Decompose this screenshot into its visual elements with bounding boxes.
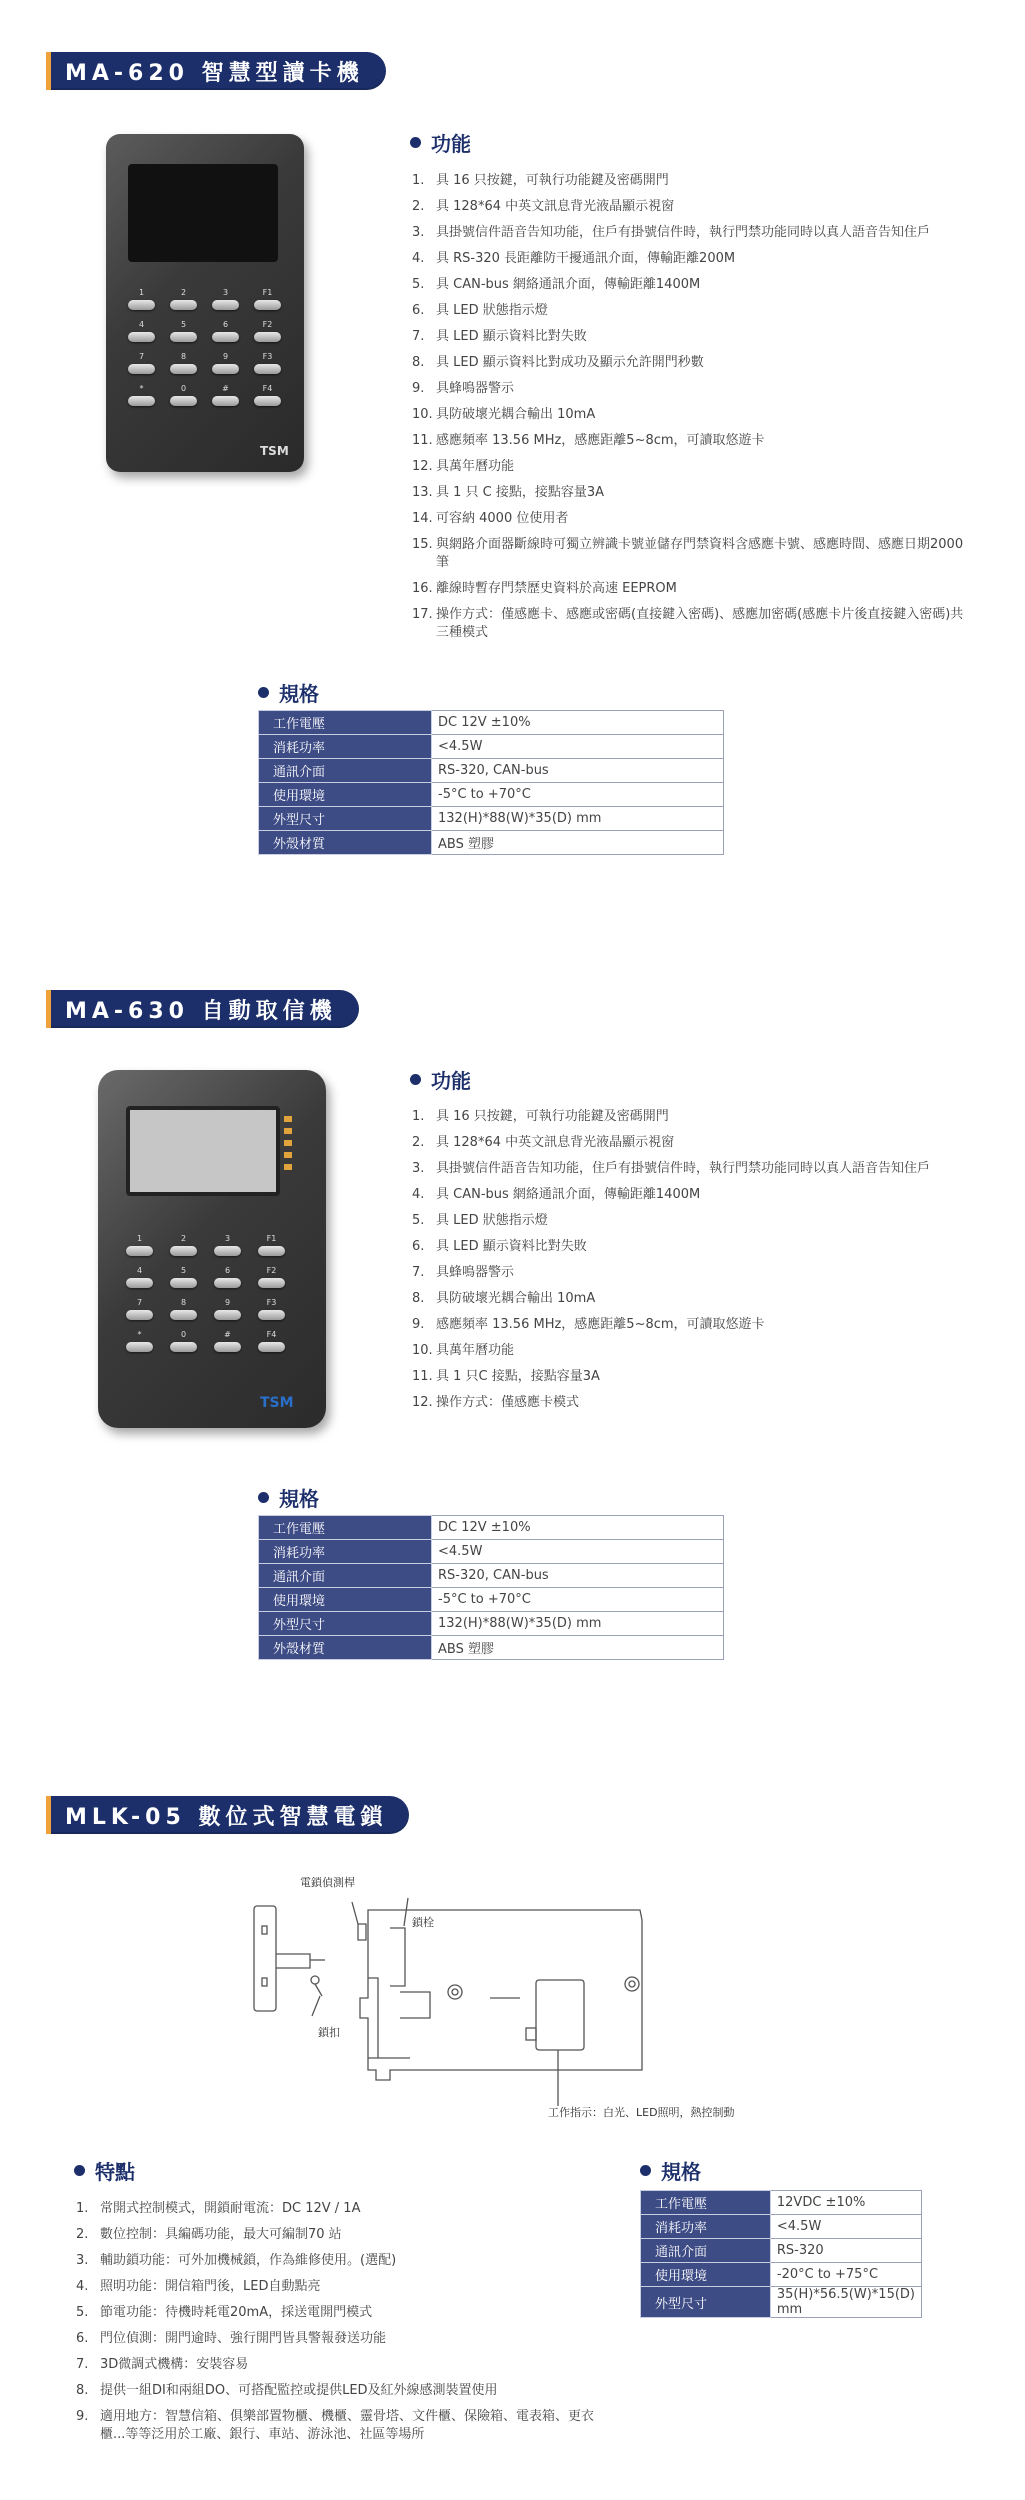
spec-value: 12VDC ±10% [770,2191,921,2215]
keypad-key-label: 7 [138,352,145,361]
ma630-spec-heading: 規格 [258,1483,319,1512]
mlk05-title: MLK-05 數位式智慧電鎖 [65,1804,388,1830]
diagram-label-bolt: 鎖栓 [412,1916,434,1929]
feature-text: 具 CAN-bus 網絡通訊介面，傳輸距離1400M [436,1187,701,1202]
feature-item [76,2356,616,2374]
feature-text: 數位控制：具編碼功能，最大可編制70 站 [100,2227,342,2242]
feature-text: 感應頻率 13.56 MHz，感應距離5~8cm，可讀取悠遊卡 [436,1317,765,1332]
spec-key: 外殼材質 [259,831,432,855]
feature-number: 7. [412,1265,425,1280]
feature-number: 5. [76,2305,89,2320]
feature-number: 3. [412,225,425,240]
feature-item [76,2382,616,2400]
feature-item [76,2330,616,2348]
feature-number: 12. [412,459,433,474]
feature-text: 具萬年曆功能 [436,1343,515,1358]
spec-value: <4.5W [432,1540,724,1564]
feature-number: 7. [76,2357,89,2372]
spec-key: 外殼材質 [259,1636,432,1660]
feature-text: 操作方式：僅感應卡模式 [436,1395,580,1410]
keypad-key-label: * [139,384,144,393]
keypad-key-label: F3 [262,352,273,361]
feature-text: 具 16 只按鍵，可執行功能鍵及密碼開門 [436,173,669,188]
diagram-label-indicator: 工作指示：白光、LED照明，熱控制動 [548,2106,735,2119]
keypad-key-label: 6 [222,320,229,329]
spec-key: 通訊介面 [259,759,432,783]
keypad-key-label: F1 [266,1234,277,1243]
feature-text: 具 LED 顯示資料比對失敗 [436,1239,587,1254]
spec-key: 使用環境 [641,2263,771,2287]
feature-text: 具防破壞光耦合輸出 10mA [436,407,596,422]
keypad-key-label: 1 [138,288,145,297]
spec-key: 通訊介面 [259,1564,432,1588]
feature-item [76,2408,616,2444]
keypad-key-label: 9 [224,1298,231,1307]
feature-item [76,2200,616,2218]
spec-value: 35(H)*56.5(W)*15(D) mm [770,2287,921,2318]
spec-key: 外型尺寸 [641,2287,771,2318]
feature-number: 14. [412,511,433,526]
spec-key: 消耗功率 [259,1540,432,1564]
feature-text: 與網路介面器斷線時可獨立辨識卡號並儲存門禁資料含感應卡號、感應時間、感應日期2000 筆 [436,537,964,570]
keypad-key-label: 9 [222,352,229,361]
ma620-brand-logo: TSM [260,444,289,458]
feature-number: 2. [412,1135,425,1150]
feature-number: 11. [412,433,433,448]
keypad-key-label: 4 [136,1266,143,1275]
feature-item [76,2278,616,2296]
feature-number: 11. [412,1369,433,1384]
mlk05-spec-table [640,2190,922,2318]
keypad-key-label: F1 [262,288,273,297]
mlk05-features-list [76,2200,616,2452]
mlk05-features-heading: 特點 [74,2156,135,2185]
ma630-features-heading: 功能 [410,1065,471,1094]
keypad-key-label: # [222,384,229,393]
keypad-key-label: F2 [266,1266,277,1275]
spec-key: 外型尺寸 [259,807,432,831]
feature-text: 照明功能：開信箱門後，LED自動點亮 [100,2279,321,2294]
keypad-key-label: F2 [262,320,273,329]
feature-number: 15. [412,537,433,552]
feature-item [76,2304,616,2322]
feature-number: 8. [76,2383,89,2398]
spec-key: 消耗功率 [259,735,432,759]
feature-text: 具 1 只 C 接點，接點容量3A [436,485,605,500]
spec-value: -5°C to +70°C [432,1588,724,1612]
spec-value: -20°C to +75°C [770,2263,921,2287]
feature-text: 具 LED 顯示資料比對失敗 [436,329,587,344]
spec-value: RS-320, CAN-bus [432,1564,724,1588]
diagram-label-sensor: 電鎖偵測桿 [300,1876,355,1889]
spec-key: 消耗功率 [641,2215,771,2239]
feature-text: 門位偵測：開門逾時、強行開門皆具警報發送功能 [100,2331,387,2346]
keypad-key-label: 7 [136,1298,143,1307]
spec-value: -5°C to +70°C [432,783,724,807]
feature-number: 12. [412,1395,433,1410]
keypad-key-label: F4 [262,384,273,393]
feature-number: 2. [412,199,425,214]
bullet-dot-icon [640,2165,651,2176]
spec-key: 外型尺寸 [259,1612,432,1636]
keypad-key-label: * [137,1330,142,1339]
feature-text: 具蜂鳴器警示 [436,1265,515,1280]
spec-value: 132(H)*88(W)*35(D) mm [432,807,724,831]
feature-item [76,2226,616,2244]
spec-value: RS-320, CAN-bus [432,759,724,783]
feature-text: 具掛號信件語音告知功能，住戶有掛號信件時，執行門禁功能同時以真人語音告知住戶 [436,225,931,240]
feature-text: 具 128*64 中英文訊息背光液晶顯示視窗 [436,1135,675,1150]
feature-number: 3. [76,2253,89,2268]
ma620-features-heading: 功能 [410,128,471,157]
feature-text: 常開式控制模式，開鎖耐電流：DC 12V / 1A [100,2201,361,2216]
spec-row [641,2239,922,2263]
keypad-key-label: 0 [180,384,187,393]
keypad-key-label: 5 [180,320,187,329]
feature-text: 輔助鎖功能：可外加機械鎖，作為維修使用。(選配) [100,2253,397,2268]
mlk05-lock-diagram [240,1868,660,2130]
feature-number: 1. [412,173,425,188]
spec-value: <4.5W [432,735,724,759]
keypad-key-label: # [224,1330,231,1339]
feature-number: 9. [76,2409,89,2424]
feature-text: 具 LED 顯示資料比對成功及顯示允許開門秒數 [436,355,704,370]
feature-number: 1. [76,2201,89,2216]
feature-number: 13. [412,485,433,500]
feature-text: 具 LED 狀態指示燈 [436,1213,548,1228]
bullet-dot-icon [74,2165,85,2176]
spec-value: <4.5W [770,2215,921,2239]
diagram-label-buckle: 鎖扣 [318,2026,340,2039]
keypad-key-label: 6 [224,1266,231,1275]
spec-value: 132(H)*88(W)*35(D) mm [432,1612,724,1636]
keypad-key-label: 8 [180,352,187,361]
feature-number: 5. [412,1213,425,1228]
feature-number: 2. [76,2227,89,2242]
keypad-key-label: 2 [180,1234,187,1243]
spec-key: 通訊介面 [641,2239,771,2263]
spec-value: RS-320 [770,2239,921,2263]
feature-number: 4. [412,1187,425,1202]
keypad-key-label: 3 [222,288,229,297]
feature-text: 操作方式：僅感應卡、感應或密碼(直接鍵入密碼)、感應加密碼(感應卡片後直接鍵入密碼)共三種模式 [436,607,964,640]
spec-value: ABS 塑膠 [432,831,724,855]
feature-number: 4. [76,2279,89,2294]
feature-number: 9. [412,1317,425,1332]
feature-text: 具萬年曆功能 [436,459,515,474]
keypad-key-label: 8 [180,1298,187,1307]
feature-number: 8. [412,1291,425,1306]
feature-number: 17. [412,607,433,622]
mlk05-spec-heading: 規格 [640,2156,701,2185]
spec-row [641,2191,922,2215]
spec-value: DC 12V ±10% [432,711,724,735]
feature-number: 9. [412,381,425,396]
feature-text: 具 16 只按鍵，可執行功能鍵及密碼開門 [436,1109,669,1124]
spec-value: ABS 塑膠 [432,1636,724,1660]
spec-key: 使用環境 [259,783,432,807]
ma630-brand-logo: TSM [260,1395,294,1411]
feature-text: 具 LED 狀態指示燈 [436,303,548,318]
mlk05-title-banner [46,1796,409,1834]
feature-number: 3. [412,1161,425,1176]
keypad-key-label: F3 [266,1298,277,1307]
keypad-key-label: 0 [180,1330,187,1339]
spec-key: 工作電壓 [641,2191,771,2215]
feature-number: 1. [412,1109,425,1124]
keypad-key-label: 5 [180,1266,187,1275]
spec-row [641,2215,922,2239]
feature-number: 6. [412,303,425,318]
feature-text: 具 128*64 中英文訊息背光液晶顯示視窗 [436,199,675,214]
spec-row [641,2287,922,2318]
ma620-spec-heading: 規格 [258,678,319,707]
feature-text: 具掛號信件語音告知功能，住戶有掛號信件時，執行門禁功能同時以真人語音告知住戶 [436,1161,931,1176]
feature-text: 感應頻率 13.56 MHz，感應距離5~8cm，可讀取悠遊卡 [436,433,765,448]
feature-number: 5. [412,277,425,292]
spec-row [641,2263,922,2287]
keypad-key-label: 2 [180,288,187,297]
spec-value: DC 12V ±10% [432,1516,724,1540]
feature-text: 3D微調式機構：安裝容易 [100,2357,249,2372]
feature-number: 7. [412,329,425,344]
feature-text: 離線時暫存門禁歷史資料於高速 EEPROM [436,581,677,596]
feature-text: 具蜂鳴器警示 [436,381,515,396]
feature-text: 適用地方：智慧信箱、俱樂部置物櫃、機櫃、靈骨塔、文件櫃、保險箱、電表箱、更衣櫃...等等泛用於工廠、銀行、車站、游泳池、社區等場所 [100,2409,595,2442]
feature-number: 6. [76,2331,89,2346]
spec-key: 工作電壓 [259,711,432,735]
keypad-key-label: 3 [224,1234,231,1243]
keypad-key-label: 4 [138,320,145,329]
feature-number: 16. [412,581,433,596]
feature-number: 4. [412,251,425,266]
feature-number: 10. [412,407,433,422]
feature-text: 節電功能：待機時耗電20mA，採送電開門模式 [100,2305,373,2320]
keypad-key-label: 1 [136,1234,143,1243]
feature-text: 提供一組DI和兩組DO、可搭配監控或提供LED及紅外線感測裝置使用 [100,2383,498,2398]
feature-text: 具 CAN-bus 網絡通訊介面，傳輸距離1400M [436,277,701,292]
feature-text: 具 1 只C 接點，接點容量3A [436,1369,600,1384]
feature-number: 8. [412,355,425,370]
spec-key: 使用環境 [259,1588,432,1612]
feature-text: 具 RS-320 長距離防干擾通訊介面，傳輸距離200M [436,251,736,266]
feature-number: 6. [412,1239,425,1254]
ma620-title: MA-620 智慧型讀卡機 [65,60,364,86]
feature-number: 10. [412,1343,433,1358]
spec-key: 工作電壓 [259,1516,432,1540]
feature-item [76,2252,616,2270]
feature-text: 可容納 4000 位使用者 [436,511,569,526]
keypad-key-label: F4 [266,1330,277,1339]
feature-text: 具防破壞光耦合輸出 10mA [436,1291,596,1306]
ma630-title: MA-630 自動取信機 [65,998,337,1024]
